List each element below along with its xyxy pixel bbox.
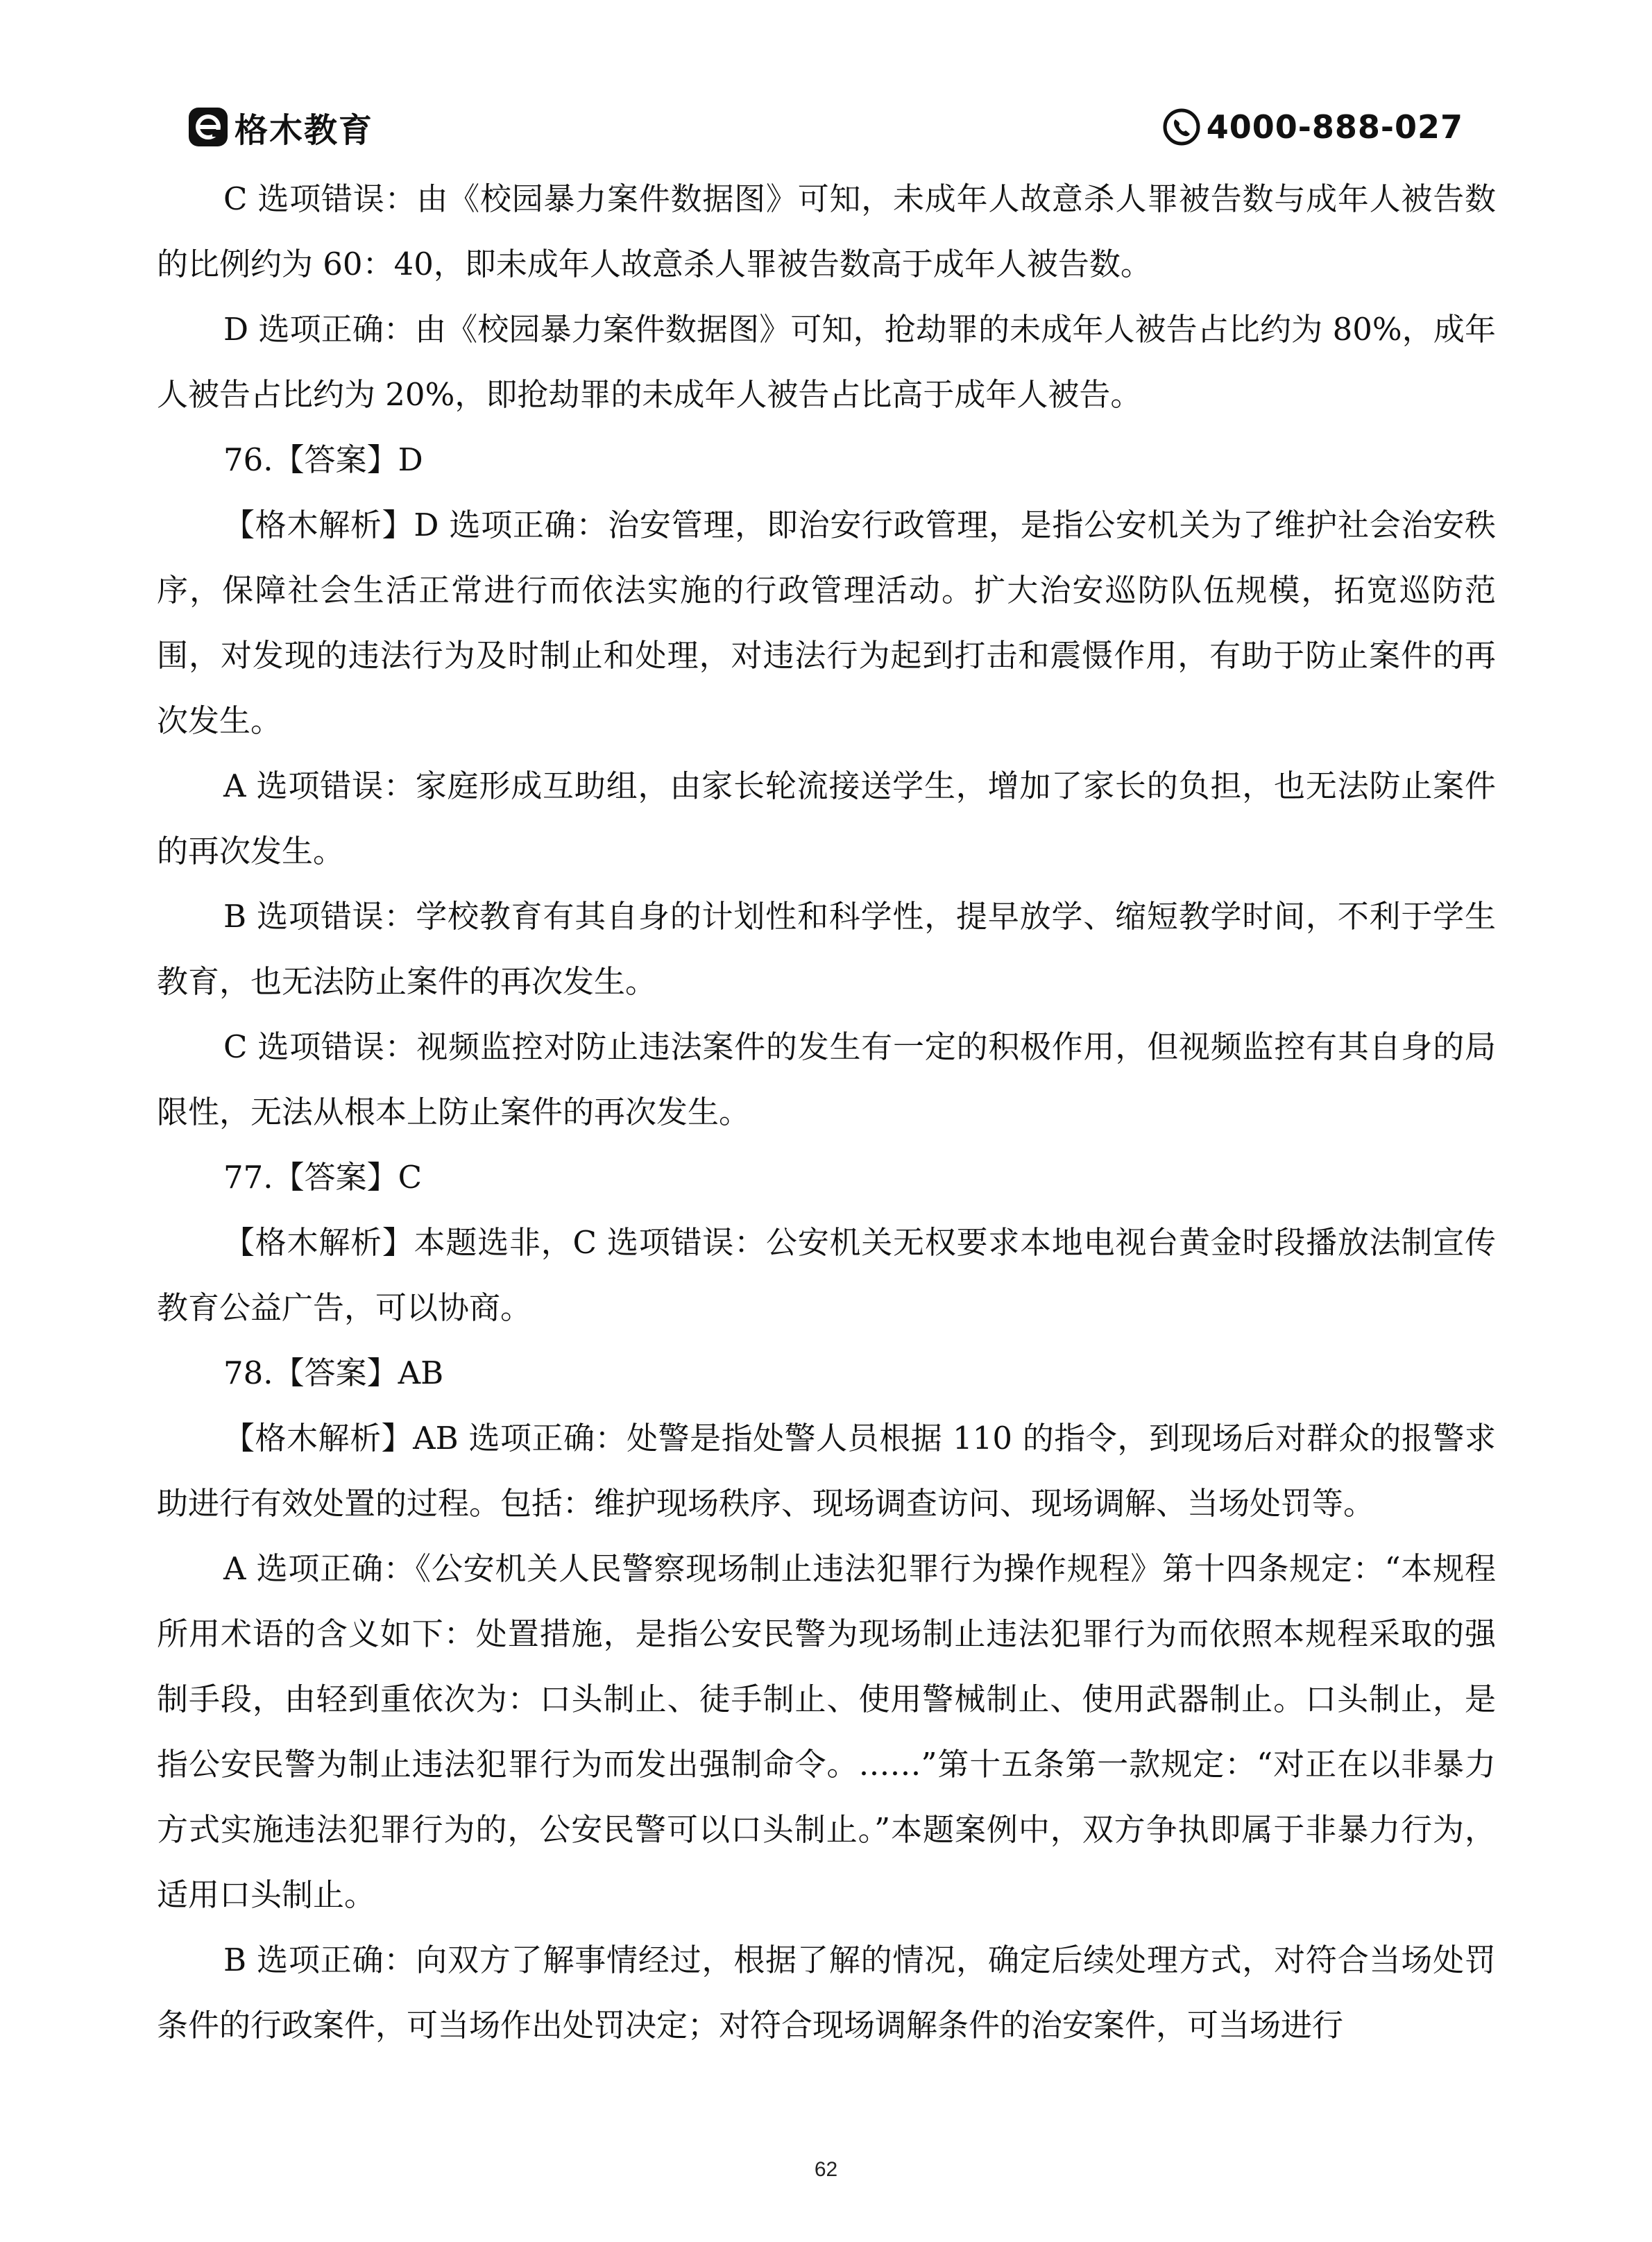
phone-icon — [1162, 108, 1201, 146]
paragraph: D 选项正确：由《校园暴力案件数据图》可知，抢劫罪的未成年人被告占比约为 80%，成年人被告占比约为 20%，即抢劫罪的未成年人被告占比高于成年人被告。 — [157, 311, 1496, 413]
logo-icon — [189, 108, 228, 146]
answer-heading: 78.【答案】AB — [223, 1354, 444, 1391]
analysis-paragraph: 【格木解析】本题选非，C 选项错误：公安机关无权要求本地电视台黄金时段播放法制宣传教育公益广告，可以协商。 — [157, 1224, 1496, 1326]
answer-heading: 76.【答案】D — [223, 441, 423, 478]
phone-contact — [1162, 103, 1463, 151]
paragraph: A 选项错误：家庭形成互助组，由家长轮流接送学生，增加了家长的负担，也无法防止案件的再次发生。 — [157, 767, 1496, 869]
paragraph: C 选项错误：由《校园暴力案件数据图》可知，未成年人故意杀人罪被告数与成年人被告数的比例约为 60：40，即未成年人故意杀人罪被告数高于成年人被告数。 — [157, 180, 1496, 282]
analysis-paragraph: 【格木解析】D 选项正确：治安管理，即治安行政管理，是指公安机关为了维护社会治安秩序，保障社会生活正常进行而依法实施的行政管理活动。扩大治安巡防队伍规模，拓宽巡防范围，对发现的违法行为及时制止和处理，对违法行为起到打击和震慑作用，有助于防止案件的再次发生。 — [157, 507, 1496, 739]
brand-name: 格木教育 — [235, 110, 374, 150]
paragraph: C 选项错误：视频监控对防止违法案件的发生有一定的积极作用，但视频监控有其自身的局限性，无法从根本上防止案件的再次发生。 — [157, 1028, 1496, 1130]
document-body — [157, 167, 1496, 2058]
brand-logo — [189, 103, 373, 151]
paragraph: B 选项错误：学校教育有其自身的计划性和科学性，提早放学、缩短教学时间，不利于学生教育，也无法防止案件的再次发生。 — [157, 898, 1496, 1000]
paragraph: B 选项正确：向双方了解事情经过，根据了解的情况，确定后续处理方式，对符合当场处罚条件的行政案件，可当场作出处罚决定；对符合现场调解条件的治安案件，可当场进行 — [157, 1942, 1496, 2044]
answer-heading: 77.【答案】C — [223, 1159, 422, 1196]
paragraph: A 选项正确：《公安机关人民警察现场制止违法犯罪行为操作规程》第十四条规定：“本规程所用术语的含义如下：处置措施，是指公安民警为现场制止违法犯罪行为而依照本规程采取的强制手段，由轻到重依次为：口头制止、徒手制止、使用警械制止、使用武器制止。口头制止，是指公安民警为制止违法犯罪行为而发出强制命令。……”第十五条第一款规定：“对正在以非暴力方式实施违法犯罪行为的，公安民警可以口头制止。”本题案例中，双方争执即属于非暴力行为，适用口头制止。 — [157, 1550, 1496, 1913]
phone-number: 4000-888-027 — [1206, 108, 1463, 146]
analysis-paragraph: 【格木解析】AB 选项正确：处警是指处警人员根据 110 的指令，到现场后对群众的报警求助进行有效处置的过程。包括：维护现场秩序、现场调查访问、现场调解、当场处罚等。 — [157, 1420, 1496, 1522]
page-header — [189, 97, 1463, 155]
page-number: 62 — [814, 2158, 838, 2181]
